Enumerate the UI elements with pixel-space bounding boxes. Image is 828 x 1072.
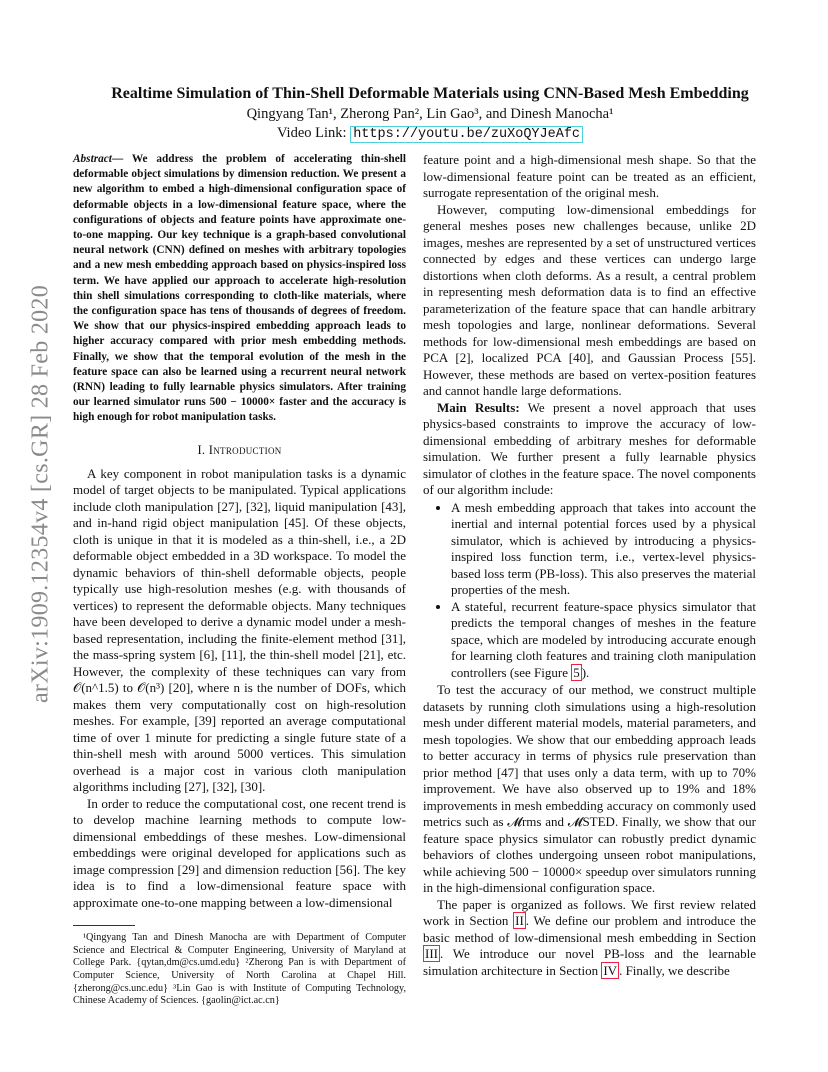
video-link[interactable]: https://youtu.be/zuXoQYJeAfc xyxy=(350,126,583,143)
main-results-text: We present a novel approach that uses physics-based constraints to improve the accuracy of low-dimensional embedding of arbitrary meshes for deformable simulation. We further present a fully learnable physics simulator of clothes in the feature space. The novel components of our algorithm include: xyxy=(423,399,756,497)
contribution-item-2: • A stateful, recurrent feature-space physics simulator that predicts the temporal changes of meshes in the feature space, which are modeled by introducing accurate enough for learning cloth features and training cloth manipulation controllers (see Figure 5 ). xyxy=(451,599,756,682)
abstract-text: — We address the problem of accelerating thin-shell deformable object simulations by dimension reduction. We present a new algorithm to embed a high-dimensional configuration space of deformable objects in a low-dimensional feature space, where the configurations of objects and feature points have approximate one-to-one mapping. Our key technique is a graph-based convolutional neural network (CNN) defined on meshes with arbitrary topologies and a new mesh embedding approach based on physics-inspired loss term. We have applied our approach to accelerate high-resolution thin shell simulations corresponding to cloth-like materials, where the configuration space has tens of thousands of degrees of freedom. We show that our physics-inspired embedding approach leads to higher accuracy compared with prior mesh embedding methods. Finally, we show that the temporal evolution of the mesh in the feature space can also be learned using a recurrent neural network (RNN) leading to fully learnable physics simulators. After training our learned simulator runs 500 − 10000× faster and the accuracy is high enough for robot manipulation tasks. xyxy=(73,153,406,424)
video-line xyxy=(60,124,800,144)
paper-title: Realtime Simulation of Thin-Shell Deformable Materials using CNN-Based Mesh Embedding xyxy=(111,85,749,102)
footnote-rule xyxy=(73,925,135,926)
section-ref-link-3[interactable]: III xyxy=(425,946,438,961)
abstract xyxy=(73,152,406,426)
authors: Qingyang Tan¹, Zherong Pan², Lin Gao³, and Dinesh Manocha¹ xyxy=(246,106,614,122)
main-results-paragraph xyxy=(423,400,756,499)
section-name: Introduction xyxy=(208,442,282,457)
section-ref-link-2[interactable]: II xyxy=(515,913,524,928)
right-paragraph-1: feature point and a high-dimensional mesh shape. So that the low-dimensional feature point can be treated as an efficient, surrogate representation of the original mesh. xyxy=(423,152,756,200)
contribution-list xyxy=(423,500,756,682)
right-paragraph-2: However, computing low-dimensional embeddings for general meshes poses new challenges because, unlike 2D images, meshes are represented by a set of unstructured vertices connected by edges and these vertices can undergo large distortions when cloth deforms. As a result, a central problem in representing mesh deformation data is to find an effective parameterization of the feature space that can handle arbitrary mesh topologies and large, nonlinear deformations. Several methods for low-dimensional mesh embeddings are based on PCA [2], localized PCA [40], and Gaussian Process [55]. However, these methods are based on vertex-position features and cannot handle large deformations. xyxy=(423,201,756,398)
abstract-lead: Abstract xyxy=(73,153,112,165)
section-ref-link-4[interactable]: IV xyxy=(603,962,618,978)
contribution-item-1: • A mesh embedding approach that takes into account the inertial and internal potential forces used by a physical simulator, which is achieved by introducing a physics-inspired loss function term, i.e., vertex-level physics-based loss term (PB-loss). This also preserves the material properties of the mesh. xyxy=(451,500,756,599)
section-heading-introduction: I. Introduction xyxy=(197,442,282,457)
right-paragraph-5: The paper is organized as follows. We first review related work in Section II . We define our problem and introduce the basic method of low-dimensional mesh embedding in Section III . We introduce our novel PB-loss and the learnable simulation architecture in Section IV . Finally, we describe xyxy=(423,896,756,978)
intro-paragraph-1: A key component in robot manipulation tasks is a dynamic model of target objects to be manipulated. Typical applications include cloth manipulation [27], [32], liquid manipulation [43], and in-hand rigid object manipulation [45]. Of these objects, cloth is unique in that it is modeled as a thin-shell, i.e., a 2D deformable object embedded in a 3D workspace. To model the dynamic behaviors of thin-shell deformable objects, people typically use high-resolution meshes (e.g. with thousands of vertices) to represent the deformable objects. Many techniques have been developed to derive a dynamic model under a mesh-based representation, including the finite-element method [31], the mass-spring system [6], [11], the thin-shell model [21], etc. However, the complexity of these techniques can vary from 𝒪(n^1.5) to 𝒪(n³) [20], where n is the number of DOFs, which makes them very computationally cost on high-resolution meshes. For example, [39] reported an average computational time of over 1 minute for predicting a single future state of a thin-shell mesh with around 5000 vertices. This simulation overhead is a major cost in various cloth manipulation algorithms including [27], [32], [30]. xyxy=(73,465,406,795)
figure-ref-link[interactable]: 5 xyxy=(573,664,580,680)
main-results-label: Main Results: xyxy=(437,399,520,415)
video-label: Video Link: xyxy=(276,125,351,141)
right-column xyxy=(423,152,756,979)
footnote-affiliations: ¹Qingyang Tan and Dinesh Manocha are with Department of Computer Science and Electrical & Computer Engineering, University of Maryland at College Park. {qytan,dm@cs.umd.edu} ²Zherong Pan is with Department of Computer Science, University of North Carolina at Chapel Hill. {zherong@cs.unc.edu} ³Lin Gao is with Institute of Computing Technology, Chinese Academy of Sciences. {gaolin@ict.ac.cn} xyxy=(73,932,406,1007)
arxiv-stamp: arXiv:1909.12354v4 [cs.GR] 28 Feb 2020 xyxy=(27,284,54,704)
intro-paragraph-2: In order to reduce the computational cost, one recent trend is to develop machine learning methods to compute low-dimensional embeddings of these meshes. Low-dimensional embeddings were original developed for applications such as image compression [29] and dimension reduction [56]. The key idea is to find a low-dimensional feature space with approximate one-to-one mapping between a low-dimensional xyxy=(73,795,406,910)
right-paragraph-4: To test the accuracy of our method, we construct multiple datasets by running cloth simulations using a high-resolution mesh under different material models, material parameters, and mesh topologies. We show that our embedding approach leads to better accuracy in terms of physics rule preservation than prior method [47] that uses only a data term, with up to 70% improvement. We have also observed up to 19% and 18% improvements in mesh embedding accuracy on commonly used metrics such as 𝓜rms and 𝓜STED. Finally, we show that our feature space physics simulator can robustly predict dynamic behaviors of clothes undergoing unseen robot manipulations, while achieving 500 − 10000× speedup over simulators running in the high-dimensional configuration space. xyxy=(423,682,756,895)
left-column xyxy=(73,152,406,1008)
